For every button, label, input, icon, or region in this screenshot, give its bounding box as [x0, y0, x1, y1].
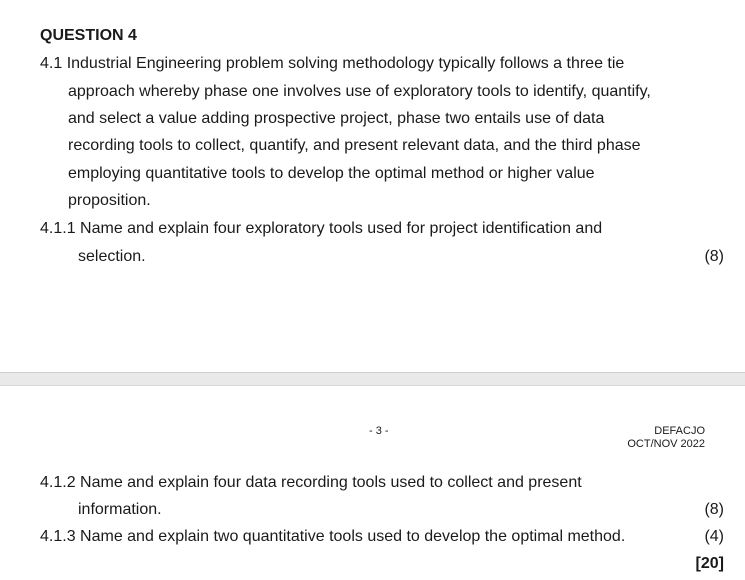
intro-line-5: employing quantitative tools to develop the optimal method or higher value — [68, 165, 595, 182]
exam-session: OCT/NOV 2022 — [627, 438, 705, 450]
intro-line-6: proposition. — [68, 192, 151, 209]
q413-line-1: 4.1.3 Name and explain two quantitative tools used to develop the optimal method. — [40, 528, 626, 545]
page-number: - 3 - — [369, 425, 389, 437]
question-heading: QUESTION 4 — [40, 27, 137, 44]
page-bottom — [0, 386, 745, 580]
q411-line-1: 4.1.1 Name and explain four exploratory tools used for project identification and — [40, 220, 603, 237]
intro-line-2: approach whereby phase one involves use of exploratory tools to identify, quantify, — [68, 83, 651, 100]
q412-line-2: information. — [78, 501, 162, 518]
q411-line-2: selection. — [78, 248, 146, 265]
page-break — [0, 372, 745, 386]
paper-code: DEFACJO — [654, 425, 705, 437]
q413-marks: (4) — [704, 528, 724, 545]
intro-line-4: recording tools to collect, quantify, and present relevant data, and the third phase — [68, 137, 641, 154]
question-total-marks: [20] — [695, 555, 724, 572]
intro-line-3: and select a value adding prospective project, phase two entails use of data — [68, 110, 605, 127]
q411-marks: (8) — [704, 248, 724, 265]
q412-line-1: 4.1.2 Name and explain four data recording tools used to collect and present — [40, 474, 582, 491]
q412-marks: (8) — [704, 501, 724, 518]
intro-line-1: 4.1 Industrial Engineering problem solving methodology typically follows a three tie — [40, 55, 625, 72]
